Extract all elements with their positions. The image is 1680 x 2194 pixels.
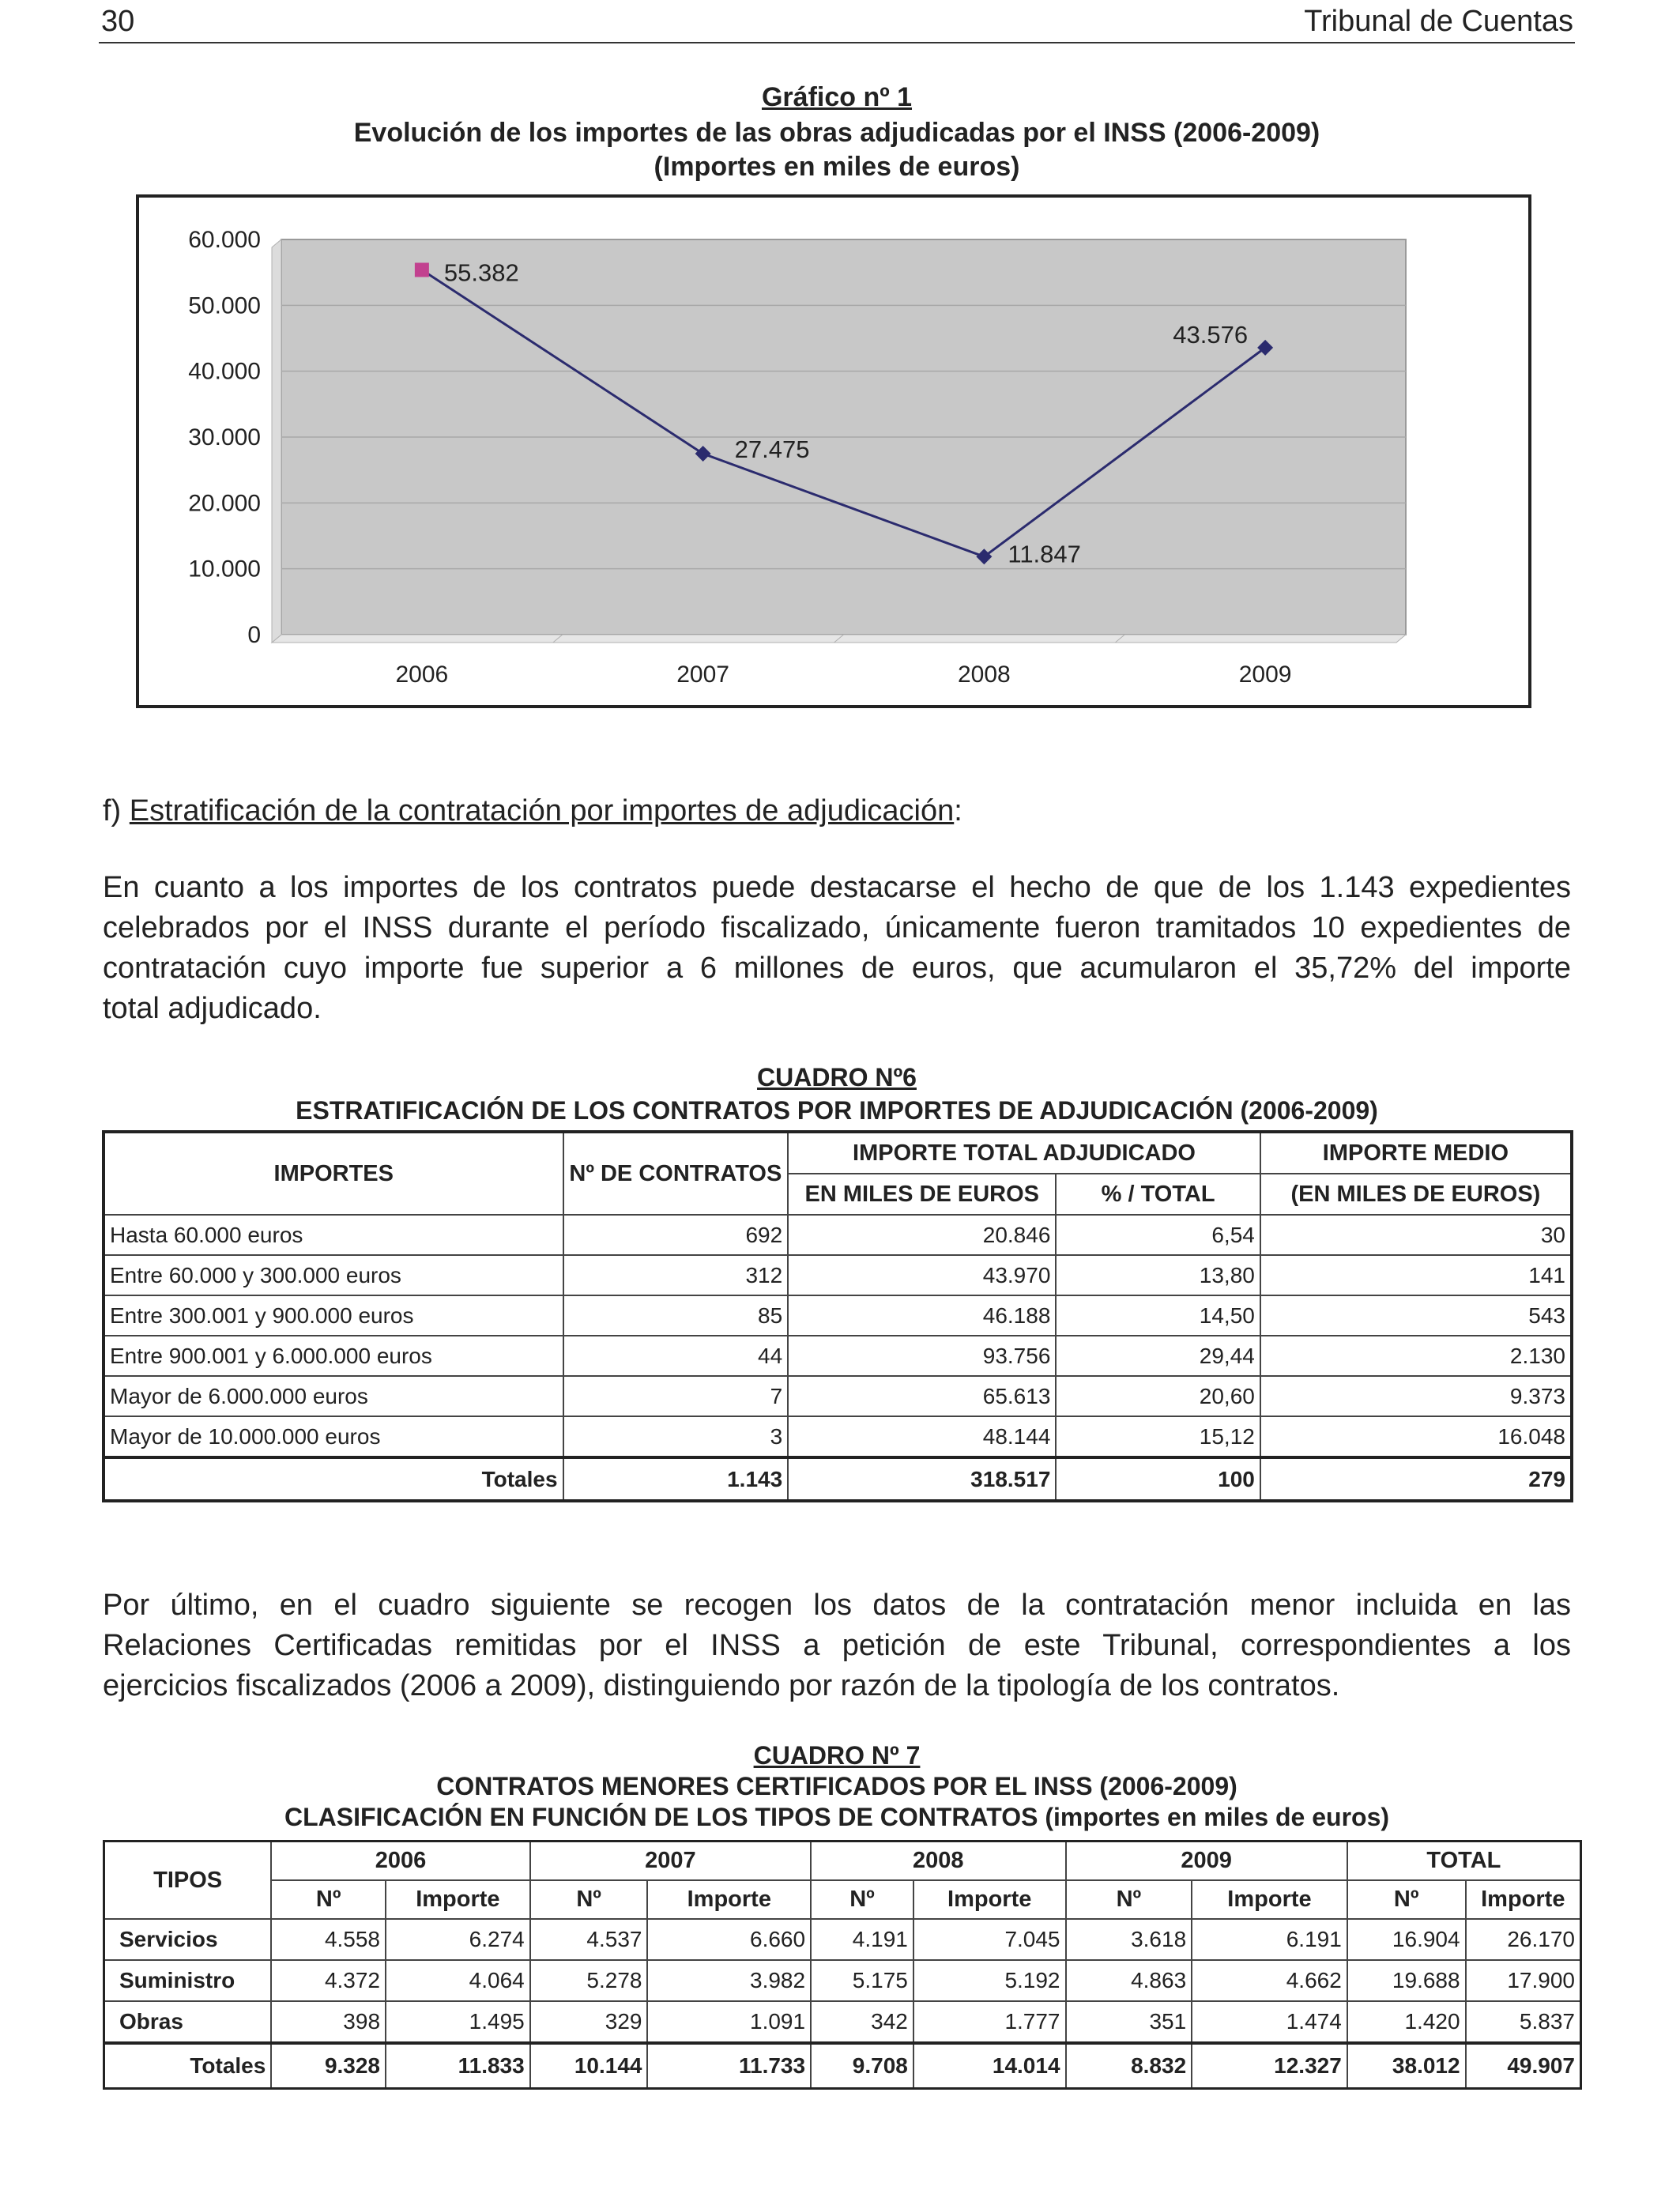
cuadro7-subtitle bbox=[99, 1803, 1575, 1832]
header-rule bbox=[99, 42, 1575, 43]
y-tick-label: 40.000 bbox=[188, 358, 261, 385]
y-tick-label: 10.000 bbox=[188, 556, 261, 582]
chart-frame bbox=[136, 194, 1531, 708]
plot-wall bbox=[272, 239, 281, 643]
data-label: 11.847 bbox=[1008, 540, 1081, 568]
paragraph-line: contratación cuyo importe fue superior a 6 millones de euros, que acumularon el 35,72% del importe bbox=[103, 952, 1571, 985]
cell-pct: 15,12 bbox=[1056, 1416, 1260, 1457]
cell-contratos: 312 bbox=[563, 1255, 789, 1295]
cell-contratos: 3 bbox=[563, 1416, 789, 1457]
y-tick-label: 0 bbox=[247, 622, 261, 648]
data-label: 43.576 bbox=[1173, 320, 1249, 349]
cell-pct: 13,80 bbox=[1056, 1255, 1260, 1295]
cell-range: Entre 60.000 y 300.000 euros bbox=[104, 1255, 563, 1295]
data-label: 55.382 bbox=[443, 258, 519, 287]
section-prefix: f) bbox=[103, 794, 130, 827]
header-importe: Importe bbox=[913, 1880, 1066, 1919]
cell-value: 26.170 bbox=[1466, 1919, 1581, 1960]
cell-range: Mayor de 6.000.000 euros bbox=[104, 1376, 563, 1416]
cell-totals-label: Totales bbox=[104, 1457, 563, 1501]
y-tick-label: 30.000 bbox=[188, 424, 261, 450]
cell-range: Mayor de 10.000.000 euros bbox=[104, 1416, 563, 1457]
header-pct-total: % / TOTAL bbox=[1056, 1174, 1260, 1215]
cell-contratos: 44 bbox=[563, 1336, 789, 1376]
cell-value: 4.191 bbox=[811, 1919, 913, 1960]
cell-value: 6.274 bbox=[386, 1919, 530, 1960]
data-point-marker bbox=[415, 262, 429, 277]
header-n: Nº bbox=[1066, 1880, 1192, 1919]
cell-tipo: Obras bbox=[104, 2001, 272, 2043]
cell-value: 1.777 bbox=[913, 2001, 1066, 2043]
cuadro7-subtitle-bold: CLASIFICACIÓN EN FUNCIÓN DE LOS TIPOS DE CONTRATOS bbox=[284, 1803, 1038, 1831]
header-importe-medio-unit: (EN MILES DE EUROS) bbox=[1260, 1174, 1572, 1215]
cuadro7-label: CUADRO Nº 7 bbox=[753, 1741, 921, 1770]
cell-value: 11.733 bbox=[647, 2043, 811, 2089]
header-year: 2007 bbox=[530, 1842, 811, 1881]
cell-value: 9.708 bbox=[811, 2043, 913, 2089]
cell-importe: 46.188 bbox=[788, 1295, 1056, 1336]
cell-value: 1.420 bbox=[1347, 2001, 1466, 2043]
data-label: 27.475 bbox=[734, 435, 810, 464]
cell-value: 4.662 bbox=[1192, 1960, 1347, 2001]
cell-medio: 9.373 bbox=[1260, 1376, 1572, 1416]
cell-value: 10.144 bbox=[530, 2043, 648, 2089]
cell-value: 1.495 bbox=[386, 2001, 530, 2043]
x-tick-label: 2008 bbox=[958, 662, 1011, 688]
header-importe: Importe bbox=[386, 1880, 530, 1919]
paragraph-line: celebrados por el INSS durante el período fiscalizado, únicamente fueron tramitados 10 expedientes de bbox=[103, 911, 1571, 944]
cell-value: 4.863 bbox=[1066, 1960, 1192, 2001]
totals-row bbox=[104, 2043, 1581, 2089]
cell-value: 1.474 bbox=[1192, 2001, 1347, 2043]
cell-importe: 48.144 bbox=[788, 1416, 1056, 1457]
cell-value: 14.014 bbox=[913, 2043, 1066, 2089]
cell-value: 7.045 bbox=[913, 1919, 1066, 1960]
cell-contratos: 692 bbox=[563, 1215, 789, 1255]
cell-medio: 543 bbox=[1260, 1295, 1572, 1336]
header-n: Nº bbox=[271, 1880, 386, 1919]
cell-pct: 100 bbox=[1056, 1457, 1260, 1501]
chart-label: Gráfico nº 1 bbox=[761, 82, 913, 112]
cuadro7-table bbox=[103, 1840, 1582, 2090]
x-tick-label: 2007 bbox=[676, 662, 729, 688]
cell-value: 398 bbox=[271, 2001, 386, 2043]
cell-medio: 30 bbox=[1260, 1215, 1572, 1255]
cell-value: 17.900 bbox=[1466, 1960, 1581, 2001]
cell-value: 4.064 bbox=[386, 1960, 530, 2001]
header-tipos: TIPOS bbox=[104, 1842, 272, 1920]
cell-pct: 14,50 bbox=[1056, 1295, 1260, 1336]
cuadro6-title: ESTRATIFICACIÓN DE LOS CONTRATOS POR IMPORTES DE ADJUDICACIÓN (2006-2009) bbox=[296, 1096, 1378, 1125]
cell-pct: 6,54 bbox=[1056, 1215, 1260, 1255]
chart-title: Evolución de los importes de las obras adjudicadas por el INSS (2006-2009) bbox=[353, 118, 1320, 148]
cell-value: 6.660 bbox=[647, 1919, 811, 1960]
cell-value: 11.833 bbox=[386, 2043, 530, 2089]
header-importe: Importe bbox=[647, 1880, 811, 1919]
cell-value: 5.175 bbox=[811, 1960, 913, 2001]
cell-contratos: 7 bbox=[563, 1376, 789, 1416]
header-year: 2009 bbox=[1066, 1842, 1347, 1881]
cuadro7-title: CONTRATOS MENORES CERTIFICADOS POR EL INSS (2006-2009) bbox=[436, 1772, 1237, 1800]
header-n: Nº bbox=[530, 1880, 648, 1919]
cuadro6-table bbox=[102, 1130, 1573, 1502]
section-suffix: : bbox=[954, 794, 962, 827]
chart-subtitle: (Importes en miles de euros) bbox=[654, 152, 1020, 182]
cell-importe: 318.517 bbox=[788, 1457, 1056, 1501]
cell-medio: 141 bbox=[1260, 1255, 1572, 1295]
cell-range: Entre 900.001 y 6.000.000 euros bbox=[104, 1336, 563, 1376]
cell-value: 49.907 bbox=[1466, 2043, 1581, 2089]
cell-value: 38.012 bbox=[1347, 2043, 1466, 2089]
cell-pct: 29,44 bbox=[1056, 1336, 1260, 1376]
header-miles-euros: EN MILES DE EUROS bbox=[788, 1174, 1056, 1215]
cell-contratos: 1.143 bbox=[563, 1457, 789, 1501]
cell-value: 3.618 bbox=[1066, 1919, 1192, 1960]
header-year: 2006 bbox=[271, 1842, 529, 1881]
y-tick-label: 60.000 bbox=[188, 227, 261, 253]
paragraph-line: total adjudicado. bbox=[103, 992, 322, 1025]
x-tick-label: 2009 bbox=[1238, 662, 1292, 688]
cell-range: Entre 300.001 y 900.000 euros bbox=[104, 1295, 563, 1336]
cell-value: 9.328 bbox=[271, 2043, 386, 2089]
cell-importe: 93.756 bbox=[788, 1336, 1056, 1376]
running-header-title: Tribunal de Cuentas bbox=[1304, 5, 1573, 38]
cell-value: 4.537 bbox=[530, 1919, 648, 1960]
cell-importe: 65.613 bbox=[788, 1376, 1056, 1416]
cuadro7-subtitle-rest: (importes en miles de euros) bbox=[1038, 1803, 1390, 1831]
header-contratos: Nº DE CONTRATOS bbox=[563, 1132, 789, 1215]
cell-importe: 43.970 bbox=[788, 1255, 1056, 1295]
header-n: Nº bbox=[1347, 1880, 1466, 1919]
y-tick-label: 50.000 bbox=[188, 292, 261, 319]
header-importes: IMPORTES bbox=[104, 1132, 563, 1215]
cell-value: 12.327 bbox=[1192, 2043, 1347, 2089]
x-tick-label: 2006 bbox=[395, 662, 449, 688]
table-row bbox=[104, 1295, 1572, 1336]
section-heading-text: Estratificación de la contratación por importes de adjudicación bbox=[129, 794, 955, 827]
header-n: Nº bbox=[811, 1880, 913, 1919]
header-importe: Importe bbox=[1466, 1880, 1581, 1919]
paragraph-importes bbox=[103, 868, 1571, 1029]
cell-value: 5.837 bbox=[1466, 2001, 1581, 2043]
cell-value: 16.904 bbox=[1347, 1919, 1466, 1960]
table-row bbox=[104, 1215, 1572, 1255]
cell-value: 342 bbox=[811, 2001, 913, 2043]
paragraph-line: ejercicios fiscalizados (2006 a 2009), distinguiendo por razón de la tipología de los contratos. bbox=[103, 1669, 1340, 1702]
cell-value: 1.091 bbox=[647, 2001, 811, 2043]
cell-value: 4.558 bbox=[271, 1919, 386, 1960]
totals-row bbox=[104, 1457, 1572, 1501]
cell-medio: 279 bbox=[1260, 1457, 1572, 1501]
header-importe-medio: IMPORTE MEDIO bbox=[1260, 1132, 1572, 1174]
table-row bbox=[104, 2001, 1581, 2043]
y-tick-label: 20.000 bbox=[188, 490, 261, 517]
header-total-adjudicado: IMPORTE TOTAL ADJUDICADO bbox=[788, 1132, 1260, 1174]
cell-medio: 2.130 bbox=[1260, 1336, 1572, 1376]
table-row bbox=[104, 1255, 1572, 1295]
header-importe: Importe bbox=[1192, 1880, 1347, 1919]
paragraph-line: Relaciones Certificadas remitidas por el INSS a petición de este Tribunal, correspondientes a los bbox=[103, 1629, 1571, 1662]
cell-pct: 20,60 bbox=[1056, 1376, 1260, 1416]
cell-range: Hasta 60.000 euros bbox=[104, 1215, 563, 1255]
cell-value: 351 bbox=[1066, 2001, 1192, 2043]
table-row bbox=[104, 1960, 1581, 2001]
table-row bbox=[104, 1376, 1572, 1416]
cell-contratos: 85 bbox=[563, 1295, 789, 1336]
cell-value: 3.982 bbox=[647, 1960, 811, 2001]
header-year: 2008 bbox=[811, 1842, 1065, 1881]
paragraph-line: Por último, en el cuadro siguiente se recogen los datos de la contratación menor incluida en las bbox=[103, 1589, 1571, 1622]
cell-tipo: Suministro bbox=[104, 1960, 272, 2001]
cell-value: 19.688 bbox=[1347, 1960, 1466, 2001]
cell-totals-label: Totales bbox=[104, 2043, 272, 2089]
page-number: 30 bbox=[101, 5, 135, 38]
table-row bbox=[104, 1336, 1572, 1376]
cell-medio: 16.048 bbox=[1260, 1416, 1572, 1457]
paragraph-line: En cuanto a los importes de los contratos puede destacarse el hecho de que de los 1.143 expedientes bbox=[103, 871, 1571, 904]
cell-importe: 20.846 bbox=[788, 1215, 1056, 1255]
section-heading bbox=[103, 794, 962, 828]
table-row bbox=[104, 1919, 1581, 1960]
header-total: TOTAL bbox=[1347, 1842, 1581, 1881]
cell-value: 5.192 bbox=[913, 1960, 1066, 2001]
cell-tipo: Servicios bbox=[104, 1919, 272, 1960]
cell-value: 6.191 bbox=[1192, 1919, 1347, 1960]
cuadro6-label: CUADRO Nº6 bbox=[757, 1063, 917, 1091]
cell-value: 5.278 bbox=[530, 1960, 648, 2001]
cell-value: 8.832 bbox=[1066, 2043, 1192, 2089]
paragraph-contratacion-menor bbox=[103, 1585, 1571, 1706]
cell-value: 329 bbox=[530, 2001, 648, 2043]
table-row bbox=[104, 1416, 1572, 1457]
cell-value: 4.372 bbox=[271, 1960, 386, 2001]
line-chart bbox=[139, 198, 1528, 705]
